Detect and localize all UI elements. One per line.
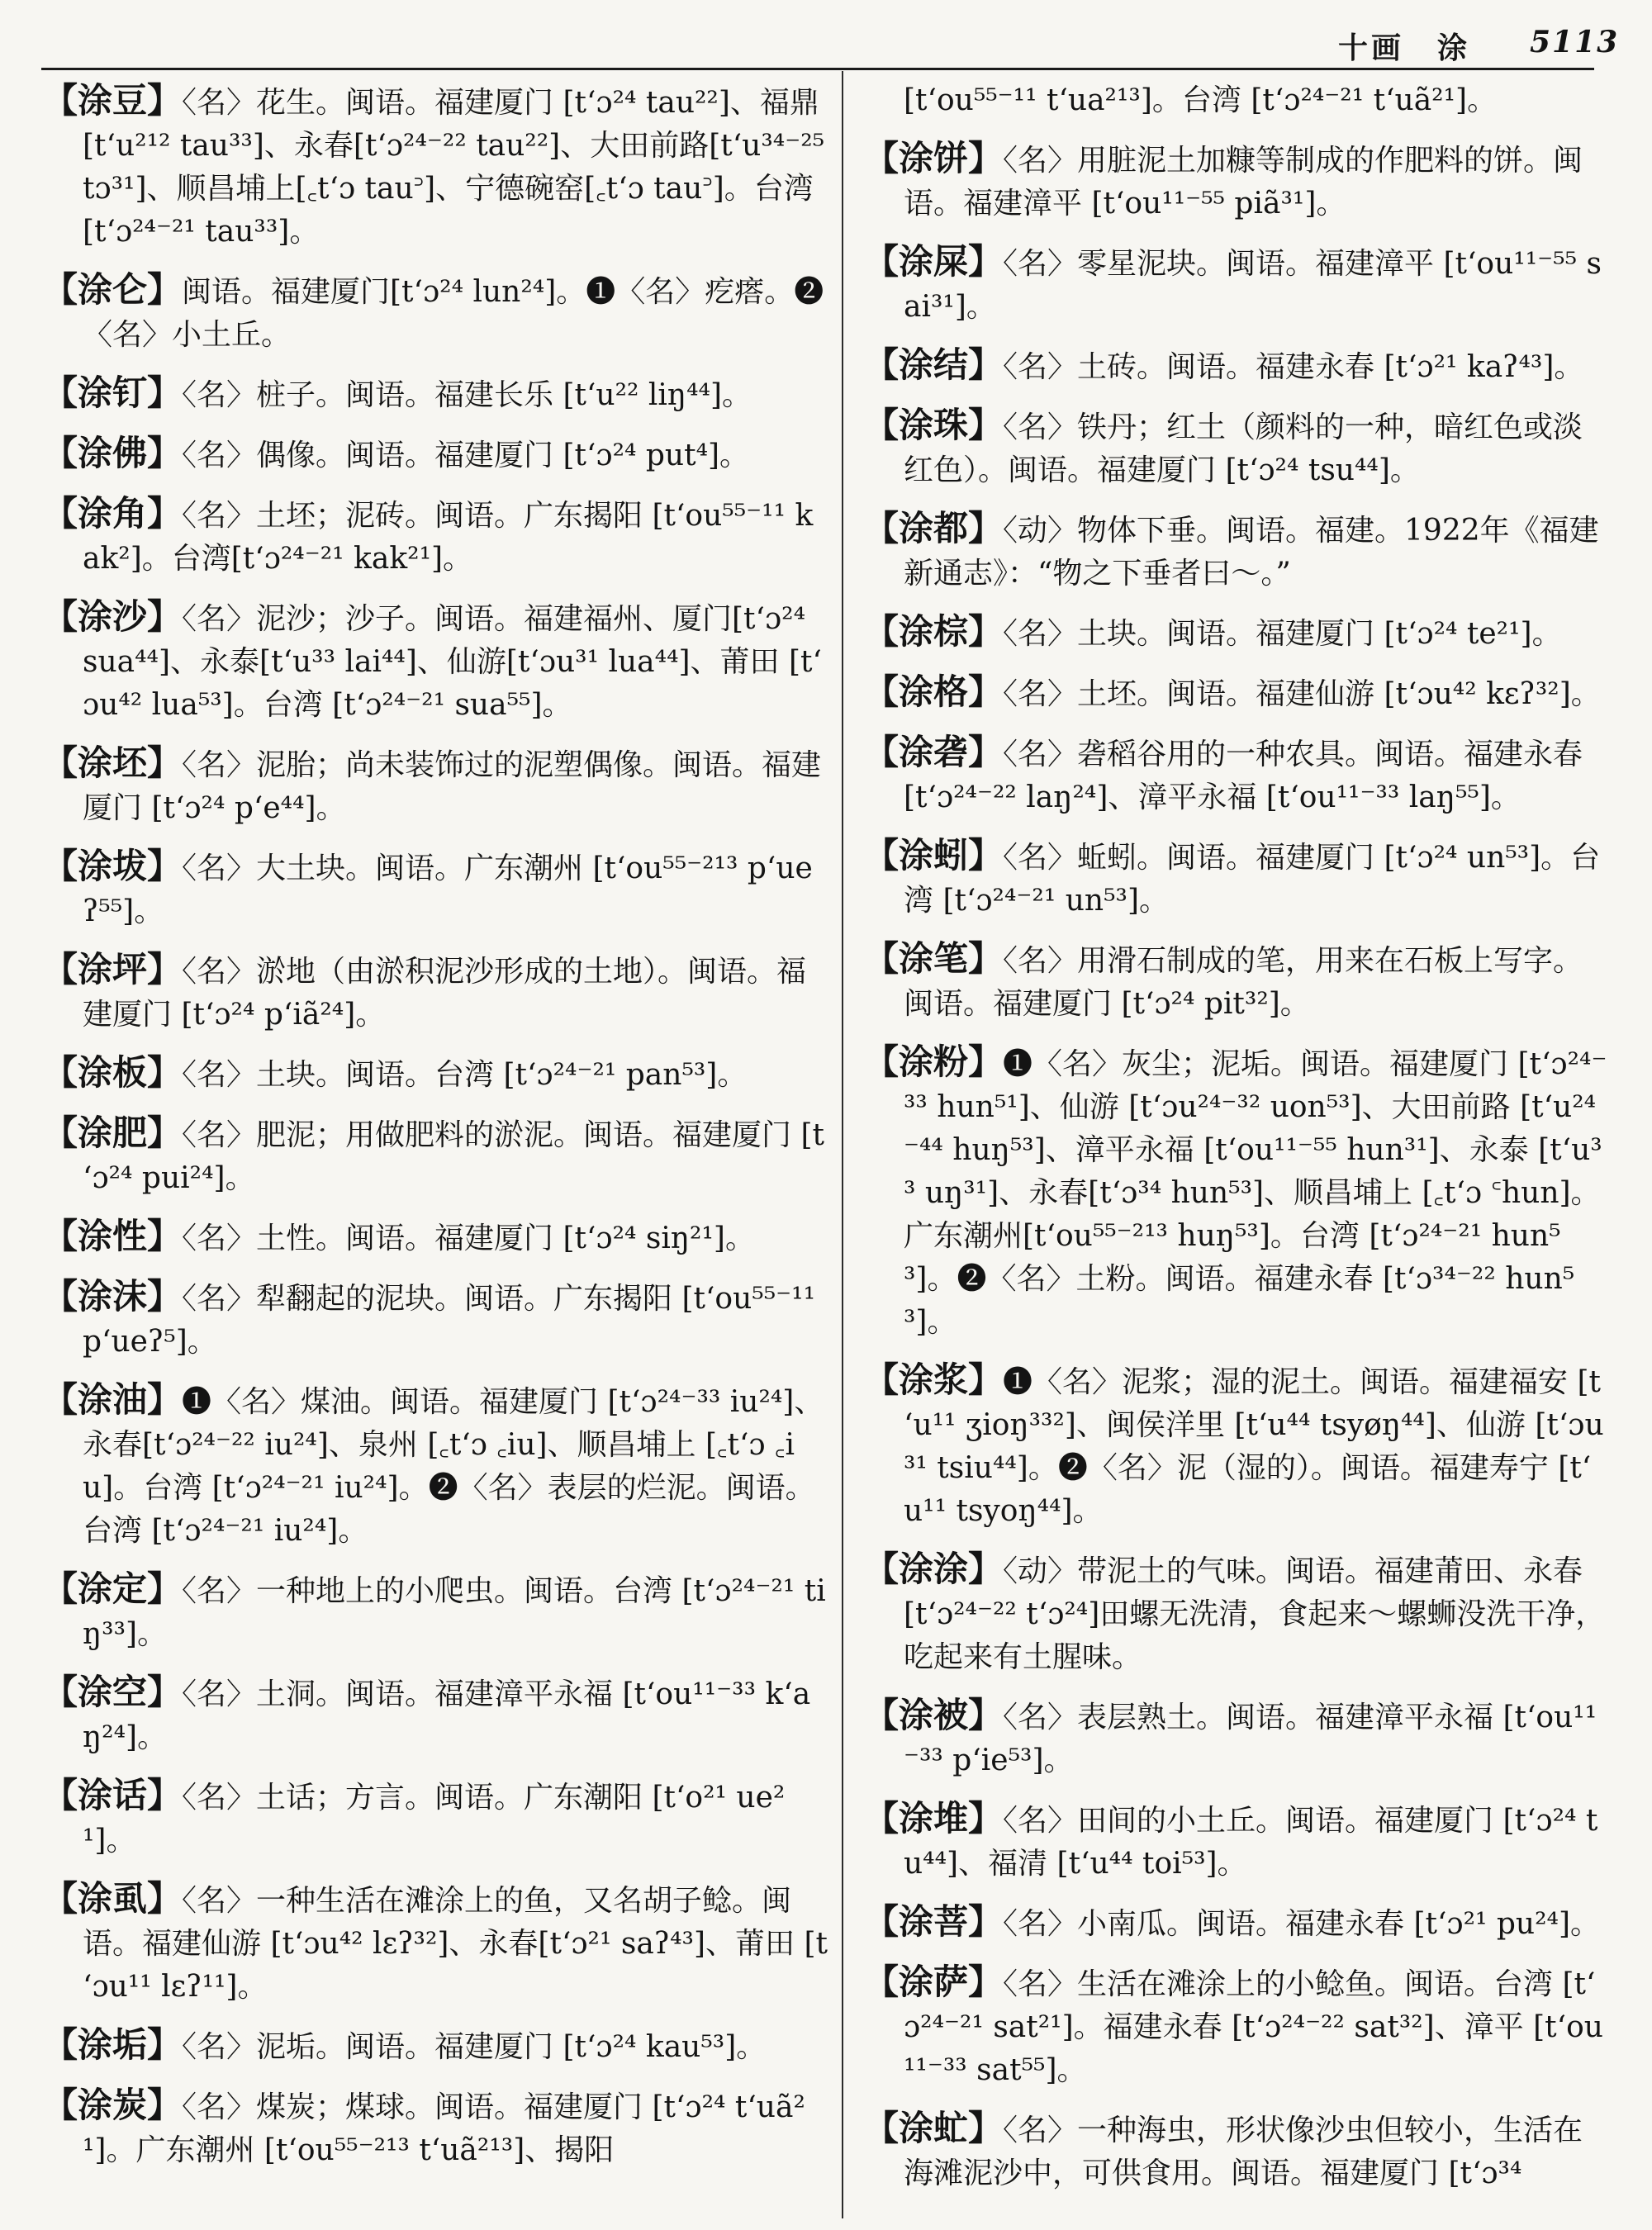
entry-definition: ❶〈名〉煤油。闽语。福建厦门 [tʻɔ²⁴⁻³³ iu²⁴]、永春[tʻɔ²⁴⁻²² iu²⁴]、泉州 [꜀tʻɔ ꜀iu]、顺昌埔上 [꜀tʻɔ ꜀iu]。台湾 [tʻɔ²⁴⁻²¹ iu²⁴]。❷〈名〉表层的烂泥。闽语。台湾 [tʻɔ²⁴⁻²¹ iu²⁴]。 (83, 1385, 824, 1548)
dictionary-entry (43, 2084, 828, 2172)
entry-headword: 【涂垢】 (43, 2024, 183, 2065)
entry-definition: [tʻou⁵⁵⁻¹¹ tʻua²¹³]。台湾 [tʻɔ²⁴⁻²¹ tʻuã²¹]。 (904, 83, 1498, 117)
entry-definition: 〈名〉铁丹；红土（颜料的一种，暗红色或淡红色）。闽语。福建厦门 [tʻɔ²⁴ tsu⁴⁴]。 (904, 410, 1583, 487)
dictionary-entry (864, 344, 1607, 389)
entry-headword: 【涂坪】 (43, 949, 183, 989)
dictionary-entry (43, 845, 828, 933)
entry-headword: 【涂被】 (864, 1695, 1004, 1735)
dictionary-entry (864, 137, 1607, 225)
dictionary-entry (43, 595, 828, 727)
entry-definition: ❶〈名〉泥浆；湿的泥土。闽语。福建福安 [tʻu¹¹ ʒioŋ³³²]、闽侯洋里 [tʻu⁴⁴ tsyøŋ⁴⁴]、仙游 [tʻɔu³¹ tsiu⁴⁴]。❷〈名〉泥（湿的）。闽语。福建寿宁 [tʻu¹¹ tsyoŋ⁴⁴]。 (904, 1365, 1604, 1528)
entry-definition: 〈名〉零星泥块。闽语。福建漳平 [tʻou¹¹⁻⁵⁵ sai³¹]。 (904, 247, 1602, 324)
entry-definition: 〈名〉偶像。闽语。福建厦门 [tʻɔ²⁴ put⁴]。 (182, 439, 750, 472)
dictionary-entry (43, 372, 828, 417)
entry-headword: 【涂角】 (43, 493, 183, 534)
dictionary-entry (43, 1275, 828, 1364)
entry-headword: 【涂佛】 (43, 433, 183, 473)
dictionary-entry (864, 1694, 1607, 1782)
entry-definition: 〈名〉泥沙；沙子。闽语。福建福州、厦门[tʻɔ²⁴ sua⁴⁴]、永泰[tʻu³³ lai⁴⁴]、仙游[tʻɔu³¹ lua⁴⁴]、莆田 [tʻɔu⁴² lua⁵³]。台湾 [tʻɔ²⁴⁻²¹ sua⁵⁵]。 (83, 602, 822, 722)
entry-headword: 【涂砻】 (864, 732, 1004, 772)
dictionary-entry (864, 671, 1607, 716)
entry-headword: 【涂油】 (43, 1379, 183, 1420)
entry-headword: 【涂坺】 (43, 846, 183, 886)
entry-definition: 〈名〉肥泥；用做肥料的淤泥。闽语。福建厦门 [tʻɔ²⁴ pui²⁴]。 (83, 1118, 824, 1195)
entry-headword: 【涂珠】 (864, 405, 1004, 445)
entry-definition: 〈名〉小南瓜。闽语。福建永春 [tʻɔ²¹ pu²⁴]。 (1003, 1907, 1601, 1941)
entry-definition: 〈动〉带泥土的气味。闽语。福建莆田、永春 [tʻɔ²⁴⁻²² tʻɔ²⁴]田螺无洗清，食起来～螺蛳没洗干净，吃起来有土腥味。 (904, 1554, 1606, 1674)
dictionary-entry (43, 1378, 828, 1553)
entry-definition: 〈名〉土性。闽语。福建厦门 [tʻɔ²⁴ siŋ²¹]。 (182, 1222, 755, 1255)
entry-headword: 【涂饼】 (864, 138, 1004, 178)
entry-definition: 〈名〉一种地上的小爬虫。闽语。台湾 [tʻɔ²⁴⁻²¹ tiŋ³³]。 (83, 1574, 826, 1651)
entry-definition: 〈名〉泥垢。闽语。福建厦门 [tʻɔ²⁴ kau⁵³]。 (182, 2030, 767, 2064)
entry-definition: 〈名〉表层熟土。闽语。福建漳平永福 [tʻou¹¹⁻³³ pʻie⁵³]。 (904, 1701, 1597, 1777)
entry-headword: 【涂空】 (43, 1672, 183, 1712)
dictionary-entry (43, 1774, 828, 1862)
entry-definition: 〈名〉大土块。闽语。广东潮州 [tʻou⁵⁵⁻²¹³ pʻueʔ⁵⁵]。 (83, 852, 813, 928)
entry-definition: 〈名〉一种生活在滩涂上的鱼，又名胡子鲶。闽语。福建仙游 [tʻɔu⁴² lɛʔ³²]、永春[tʻɔ²¹ saʔ⁴³]、莆田 [tʻɔu¹¹ lɛʔ¹¹]。 (83, 1884, 828, 2004)
entry-definition: 〈名〉桩子。闽语。福建长乐 [tʻu²² liŋ⁴⁴]。 (182, 378, 752, 412)
entry-headword: 【涂堆】 (864, 1798, 1004, 1839)
entry-headword: 【涂虻】 (864, 2108, 1004, 2148)
right-column (864, 79, 1607, 2223)
dictionary-entry (864, 1041, 1607, 1344)
entry-headword: 【涂涂】 (864, 1549, 1004, 1589)
entry-definition: 〈名〉生活在滩涂上的小鲶鱼。闽语。台湾 [tʻɔ²⁴⁻²¹ sat²¹]。福建永春 [tʻɔ²⁴⁻²² sat³²]、漳平 [tʻou¹¹⁻³³ sat⁵⁵]。 (904, 1967, 1603, 2087)
dictionary-entry (43, 1051, 828, 1097)
dictionary-entry (864, 731, 1607, 819)
dictionary-entry (864, 1797, 1607, 1886)
entry-definition: 〈动〉物体下垂。闽语。福建。1922年《福建新通志》：“物之下垂者曰～。” (904, 514, 1599, 591)
dictionary-entry (864, 834, 1607, 923)
entry-headword: 【涂坯】 (43, 743, 183, 783)
entry-definition: ❶〈名〉灰尘；泥垢。闽语。福建厦门 [tʻɔ²⁴⁻³³ hun⁵¹]、仙游 [tʻɔu²⁴⁻³² uon⁵³]、大田前路 [tʻu²⁴⁻⁴⁴ huŋ⁵³]、漳平永福 [tʻou¹¹⁻⁵⁵ hun³¹]、永泰 [tʻu³³ uŋ³¹]、永春[tʻɔ³⁴ hun⁵³]、顺昌埔上 [꜀tʻɔ ꜂hun]。广东潮州[tʻou⁵⁵⁻²¹³ huŋ⁵³]。台湾 [tʻɔ²⁴⁻²¹ hun⁵³]。❷〈名〉土粉。闽语。福建永春 [tʻɔ³⁴⁻²² hun⁵³]。 (904, 1047, 1607, 1339)
entry-definition: 〈名〉田间的小土丘。闽语。福建厦门 [tʻɔ²⁴ tu⁴⁴]、福清 [tʻu⁴⁴ toi⁵³]。 (904, 1804, 1598, 1881)
entry-definition: 〈名〉一种海虫，形状像沙虫但较小，生活在海滩泥沙中，可供食用。闽语。福建厦门 [tʻɔ³⁴ (904, 2114, 1583, 2190)
dictionary-entry (43, 268, 828, 357)
dictionary-entry (864, 2107, 1607, 2195)
entry-definition: 〈名〉煤炭；煤球。闽语。福建厦门 [tʻɔ²⁴ tʻuã²¹]。广东潮州 [tʻou⁵⁵⁻²¹³ tʻuã²¹³]、揭阳 (83, 2090, 805, 2167)
column-divider (842, 71, 843, 2218)
entry-definition: 〈名〉土块。闽语。福建厦门 [tʻɔ²⁴ te²¹]。 (1003, 617, 1562, 651)
entry-definition: 〈名〉土洞。闽语。福建漳平永福 [tʻou¹¹⁻³³ kʻaŋ²⁴]。 (83, 1677, 811, 1754)
entry-headword: 【涂仑】 (43, 269, 183, 310)
entry-headword: 【涂肥】 (43, 1113, 183, 1153)
entry-definition: 〈名〉用脏泥土加糠等制成的作肥料的饼。闽语。福建漳平 [tʻou¹¹⁻⁵⁵ piã³¹]。 (904, 144, 1583, 221)
entry-definition: 〈名〉犁翻起的泥块。闽语。广东揭阳 [tʻou⁵⁵⁻¹¹ pʻueʔ⁵]。 (83, 1282, 816, 1359)
entry-definition: 闽语。福建厦门[tʻɔ²⁴ lun²⁴]。❶〈名〉疙瘩。❷〈名〉小土丘。 (83, 275, 824, 352)
page-number: 5113 (1530, 25, 1620, 59)
dictionary-entry (43, 1568, 828, 1656)
left-column (43, 79, 828, 2223)
entry-headword: 【涂沫】 (43, 1276, 183, 1317)
entry-definition: 〈名〉花生。闽语。福建厦门 [tʻɔ²⁴ tau²²]、福鼎[tʻu²¹² tau³³]、永春[tʻɔ²⁴⁻²² tau²²]、大田前路[tʻu³⁴⁻²⁵ tɔ³¹]、顺昌埔上[꜀tʻɔ tau꜄]、宁德碗窑[꜀tʻɔ tau꜄]。台湾 [tʻɔ²⁴⁻²¹ tau³³]。 (83, 86, 825, 249)
entry-headword: 【涂定】 (43, 1568, 183, 1609)
entry-headword: 【涂格】 (864, 671, 1004, 712)
entry-headword: 【涂沙】 (43, 596, 183, 637)
dictionary-entry (43, 1877, 828, 2009)
entry-headword: 【涂屎】 (864, 241, 1004, 282)
dictionary-entry (43, 742, 828, 830)
entry-headword: 【涂浆】 (864, 1359, 1004, 1400)
entry-headword: 【涂板】 (43, 1052, 183, 1093)
dictionary-entry (43, 1215, 828, 1260)
page-header (0, 0, 1652, 74)
dictionary-entry (43, 948, 828, 1037)
dictionary-entry (864, 610, 1607, 656)
entry-definition: 〈名〉土坯；泥砖。闽语。广东揭阳 [tʻou⁵⁵⁻¹¹ kak²]。台湾[tʻɔ²⁴⁻²¹ kak²¹]。 (83, 499, 814, 576)
dictionary-entry (43, 79, 828, 254)
entry-definition: 〈名〉砻稻谷用的一种农具。闽语。福建永春 [tʻɔ²⁴⁻²² laŋ²⁴]、漳平永福 [tʻou¹¹⁻³³ laŋ⁵⁵]。 (904, 738, 1583, 814)
dictionary-entry (864, 1359, 1607, 1533)
entry-definition: 〈名〉淤地（由淤积泥沙形成的土地）。闽语。福建厦门 [tʻɔ²⁴ pʻiã²⁴]。 (83, 955, 807, 1032)
entry-headword: 【涂结】 (864, 344, 1004, 385)
entry-definition: 〈名〉泥胎；尚未装饰过的泥塑偶像。闽语。福建厦门 [tʻɔ²⁴ pʻe⁴⁴]。 (83, 748, 822, 825)
entry-headword: 【涂话】 (43, 1775, 183, 1815)
dictionary-entry (864, 1961, 1607, 2092)
dictionary-entry (43, 1671, 828, 1759)
dictionary-entry (864, 1548, 1607, 1679)
entry-headword: 【涂粉】 (864, 1041, 1004, 1082)
dictionary-entry (864, 404, 1607, 492)
entry-headword: 【涂炭】 (43, 2085, 183, 2125)
entry-headword: 【涂蚓】 (864, 835, 1004, 875)
entry-definition: 〈名〉土话；方言。闽语。广东潮阳 [tʻo²¹ ue²¹]。 (83, 1781, 786, 1858)
dictionary-entry (43, 2024, 828, 2069)
entry-definition: 〈名〉土坯。闽语。福建仙游 [tʻɔu⁴² kɛʔ³²]。 (1003, 677, 1601, 711)
dictionary-entry (43, 492, 828, 581)
dictionary-entry (43, 432, 828, 477)
dictionary-entry (864, 1900, 1607, 1946)
entry-definition: 〈名〉用滑石制成的笔，用来在石板上写字。闽语。福建厦门 [tʻɔ²⁴ pit³²]。 (904, 944, 1583, 1021)
headword-char: 涂 (1437, 31, 1468, 65)
section-label: 十画 (1338, 31, 1405, 65)
entry-headword: 【涂虱】 (43, 1878, 183, 1919)
entry-headword: 【涂笔】 (864, 938, 1004, 979)
entry-headword: 【涂钉】 (43, 372, 183, 413)
entry-headword: 【涂萨】 (864, 1962, 1004, 2002)
entry-headword: 【涂都】 (864, 508, 1004, 548)
header-rule (41, 68, 1594, 70)
entry-headword: 【涂豆】 (43, 80, 183, 121)
dictionary-entry (864, 937, 1607, 1026)
dictionary-entry (864, 79, 1607, 122)
entry-definition: 〈名〉土块。闽语。台湾 [tʻɔ²⁴⁻²¹ pan⁵³]。 (182, 1058, 748, 1092)
dictionary-entry (43, 1112, 828, 1200)
entry-headword: 【涂菩】 (864, 1901, 1004, 1942)
entry-definition: 〈名〉土砖。闽语。福建永春 [tʻɔ²¹ kaʔ⁴³]。 (1003, 350, 1584, 384)
dictionary-entry (864, 507, 1607, 595)
entry-headword: 【涂性】 (43, 1216, 183, 1256)
dictionary-entry (864, 240, 1607, 329)
entry-definition: 〈名〉蚯蚓。闽语。福建厦门 [tʻɔ²⁴ un⁵³]。台湾 [tʻɔ²⁴⁻²¹ un⁵³]。 (904, 841, 1601, 918)
entry-headword: 【涂棕】 (864, 611, 1004, 652)
